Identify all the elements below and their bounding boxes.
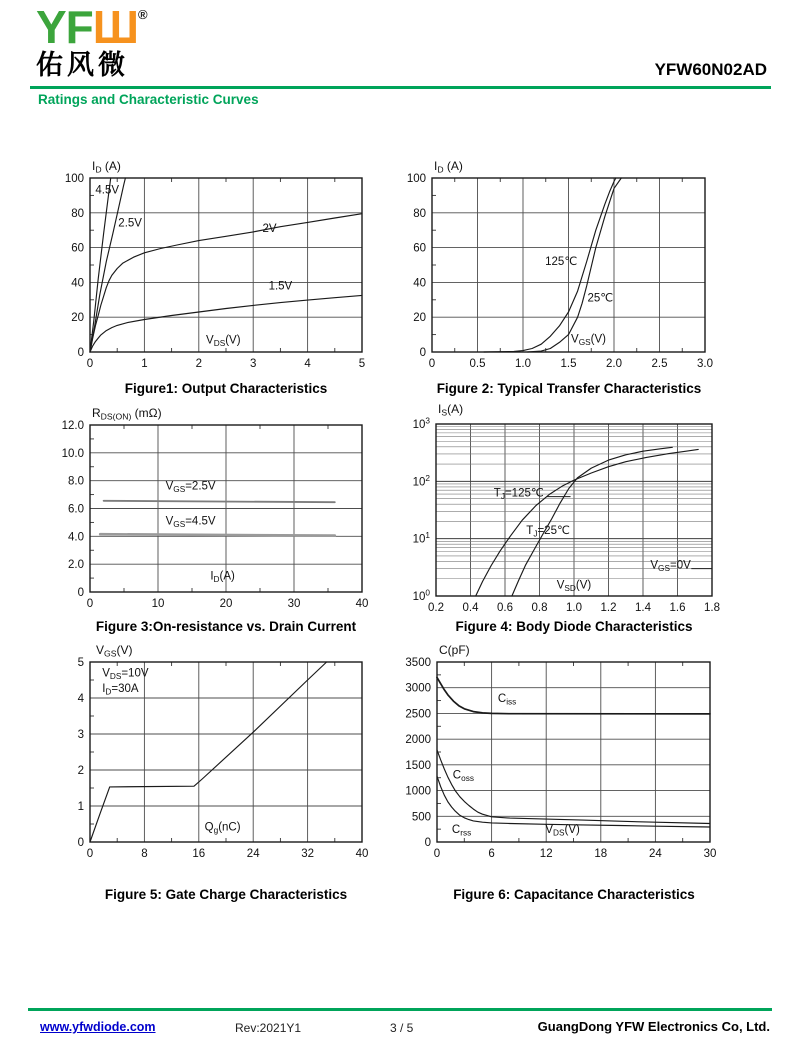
fig4-svg [405, 395, 750, 640]
svg-text:102: $10^2$ [412, 473, 430, 489]
svg-text:40: 40 [413, 277, 426, 290]
figure3-on-resistance-chart [40, 395, 385, 635]
svg-text:1.4: 1.4 [635, 602, 651, 614]
svg-text:12.0: 12.0 [61, 420, 84, 432]
svg-text:ID (A): $I_D$ (A) [434, 159, 463, 175]
svg-text:16: 16 [192, 848, 206, 860]
svg-text:500: 500 [411, 811, 431, 824]
svg-text:VGS=0V: $V_{GS}=0V$ [650, 559, 691, 574]
svg-text:40: 40 [71, 277, 84, 290]
svg-text:0: 0 [77, 347, 84, 359]
svg-text:60: 60 [71, 242, 84, 255]
svg-text:VGS=2.5V: $V_{GS}=2.5V$ [165, 480, 216, 495]
figure2-transfer-characteristics-chart [405, 150, 750, 380]
svg-text:0: 0 [86, 598, 94, 610]
svg-text:24: 24 [649, 848, 662, 860]
svg-text:VGS(V): $V_{GS}(V)$ [96, 643, 133, 659]
svg-text:80: 80 [413, 207, 426, 220]
fig3-svg [40, 395, 385, 635]
fig5-svg [40, 640, 385, 875]
svg-text:TJ=125℃: $T_J=125℃$ [493, 487, 544, 502]
svg-text:20: 20 [219, 598, 233, 610]
svg-text:2.0: 2.0 [68, 559, 84, 572]
figure3-caption: Figure 3:On-resistance vs. Drain Current [95, 619, 357, 634]
svg-text:VGS=4.5V: $V_{GS}=4.5V$ [165, 515, 216, 529]
section-title: Ratings and Characteristic Curves [38, 92, 259, 107]
svg-text:Crss: $C_{rss}$ [451, 824, 472, 838]
svg-text:101: $10^1$ [412, 531, 430, 546]
svg-text:25℃: 25℃ [587, 292, 614, 305]
svg-text:0: 0 [424, 837, 431, 849]
svg-text:32: 32 [301, 848, 314, 860]
svg-text:1.0: 1.0 [515, 358, 531, 370]
svg-text:1.6: 1.6 [669, 602, 686, 614]
registered-trademark-icon: ® [138, 7, 148, 22]
svg-text:103: $10^3$ [412, 416, 430, 431]
svg-text:6.0: 6.0 [68, 503, 84, 516]
svg-text:VDS(V): $V_{DS}(V)$ [545, 824, 580, 838]
svg-text:3500: 3500 [405, 657, 431, 669]
svg-text:0.6: 0.6 [497, 602, 513, 614]
figure1-output-characteristics-chart [40, 150, 385, 380]
svg-text:C(pF): C(pF) [439, 643, 470, 657]
footer-rule [28, 1008, 772, 1011]
svg-text:40: 40 [355, 598, 369, 610]
figure4-body-diode-chart [405, 395, 750, 640]
svg-text:0: 0 [433, 848, 441, 860]
svg-text:60: 60 [413, 242, 426, 255]
logo-mark: Ш [92, 1, 139, 53]
svg-text:IS(A): $I_S(A)$ [438, 402, 464, 418]
svg-text:1000: 1000 [405, 785, 431, 798]
svg-text:1.0: 1.0 [566, 602, 582, 614]
svg-text:3: 3 [77, 729, 84, 741]
svg-text:10: 10 [151, 598, 165, 610]
svg-text:0.8: 0.8 [531, 602, 548, 614]
svg-text:3000: 3000 [405, 682, 431, 695]
company-logo [36, 1, 148, 80]
svg-text:8.0: 8.0 [68, 475, 84, 488]
website-link[interactable]: www.yfwdiode.com [40, 1020, 156, 1034]
svg-text:24: 24 [246, 848, 260, 860]
svg-text:2: 2 [77, 765, 84, 777]
figure2-caption: Figure 2: Typical Transfer Characteristics [436, 381, 702, 396]
svg-text:100: $10^0$ [412, 588, 430, 603]
fig6-svg [405, 640, 750, 875]
svg-text:2.5: 2.5 [651, 358, 668, 370]
svg-text:4.0: 4.0 [68, 531, 84, 544]
svg-text:3: 3 [249, 358, 257, 370]
svg-text:ID=30A: $I_D=30A$ [102, 682, 139, 697]
svg-text:100: 100 [406, 173, 426, 185]
svg-text:ID(A): $I_D(A)$ [210, 570, 235, 584]
company-name: GuangDong YFW Electronics Co, Ltd. [537, 1019, 770, 1034]
svg-text:2500: 2500 [405, 708, 431, 721]
svg-text:100: 100 [64, 173, 84, 185]
svg-text:0: 0 [419, 347, 426, 359]
series-VGS=2.5V [104, 501, 335, 502]
svg-text:VDS=10V: $V_{DS}=10V$ [102, 667, 149, 681]
svg-text:1.2: 1.2 [600, 602, 617, 614]
svg-text:20: 20 [413, 312, 426, 325]
series-2V [90, 214, 362, 352]
svg-text:8: 8 [141, 848, 148, 860]
svg-text:Ciss: $C_{iss}$ [497, 693, 517, 707]
svg-text:125℃: 125℃ [545, 256, 578, 268]
svg-text:18: 18 [594, 848, 608, 860]
svg-text:VSD(V): $V_{SD}(V)$ [556, 579, 592, 593]
svg-text:20: 20 [71, 312, 84, 325]
logo-yf-text: YF [36, 1, 93, 53]
svg-text:30: 30 [703, 848, 717, 860]
figure5-caption: Figure 5: Gate Charge Characteristics [104, 887, 348, 902]
svg-text:TJ=25℃: $T_J=25℃$ [526, 525, 570, 539]
svg-text:ID (A): $I_D$ (A) [92, 159, 121, 175]
svg-text:1.5V: 1.5V [268, 280, 293, 293]
svg-text:VGS(V): $V_{GS}(V)$ [571, 333, 606, 347]
svg-text:0: 0 [77, 837, 84, 849]
svg-text:12: 12 [539, 848, 553, 860]
svg-text:0: 0 [86, 358, 94, 370]
svg-text:Qg(nC): $Q_g(nC)$ [204, 821, 241, 835]
svg-text:2000: 2000 [405, 734, 431, 747]
svg-text:RDS(ON) (mΩ): $R_{DS(ON)}$ (mΩ) [92, 406, 162, 422]
svg-text:0: 0 [86, 848, 94, 860]
figure4-caption: Figure 4: Body Diode Characteristics [455, 619, 693, 634]
logo-chinese-name: 佑风微 [36, 50, 129, 80]
svg-text:2.5V: 2.5V [118, 217, 142, 230]
svg-text:2.0: 2.0 [606, 358, 622, 370]
svg-text:1.8: 1.8 [704, 602, 720, 614]
svg-text:Coss: $C_{oss}$ [452, 769, 474, 783]
svg-text:30: 30 [287, 598, 301, 610]
svg-text:1500: 1500 [405, 759, 431, 772]
page-number: 3 / 5 [390, 1021, 414, 1035]
part-number: YFW60N02AD [654, 60, 767, 79]
svg-text:5: 5 [77, 657, 84, 669]
svg-text:10.0: 10.0 [61, 447, 84, 460]
figure5-gate-charge-chart [40, 640, 385, 875]
series-VGS=4.5V [100, 534, 335, 535]
svg-text:VDS(V): $V_{DS}(V)$ [206, 334, 241, 348]
revision-label: Rev:2021Y1 [235, 1021, 302, 1035]
svg-text:2: 2 [195, 358, 203, 370]
fig2-svg [405, 150, 750, 380]
svg-text:3.0: 3.0 [697, 358, 713, 370]
series-Ciss [437, 677, 710, 714]
figure6-capacitance-chart [405, 640, 750, 875]
svg-text:4: 4 [304, 358, 311, 370]
svg-text:0.5: 0.5 [469, 358, 486, 370]
svg-text:4.5V: 4.5V [95, 184, 120, 197]
svg-text:40: 40 [355, 848, 369, 860]
figure1-caption: Figure1: Output Characteristics [124, 381, 328, 396]
svg-text:80: 80 [71, 207, 84, 220]
header-rule [30, 86, 771, 89]
svg-text:6: 6 [488, 848, 495, 860]
svg-text:0.4: 0.4 [462, 602, 479, 614]
svg-text:1: 1 [141, 358, 148, 370]
svg-text:5: 5 [358, 358, 366, 370]
svg-text:1.5: 1.5 [560, 358, 577, 370]
svg-text:1: 1 [77, 801, 84, 813]
series-Coss [437, 750, 710, 824]
svg-text:0: 0 [428, 358, 436, 370]
svg-text:4: 4 [77, 693, 84, 705]
fig1-svg [40, 150, 385, 380]
figure6-caption: Figure 6: Capacitance Characteristics [453, 887, 695, 902]
svg-text:0: 0 [77, 587, 84, 599]
svg-text:2V: 2V [262, 222, 277, 235]
svg-text:0.2: 0.2 [428, 602, 444, 614]
